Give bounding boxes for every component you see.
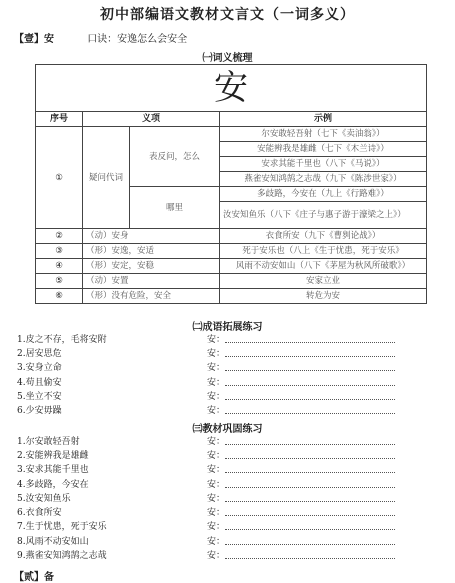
answer-blank[interactable]	[225, 348, 395, 357]
answer-prefix: 安：	[207, 391, 226, 402]
answer-blank[interactable]	[225, 377, 395, 386]
row-num: ②	[36, 229, 83, 244]
answer-prefix: 安：	[207, 508, 226, 519]
row-example: 转危为安	[220, 289, 427, 304]
answer-blank[interactable]	[225, 536, 395, 545]
row-example: 安求其能千里也（八下《马说》）	[220, 157, 427, 172]
exercise-item: 5.坐立不安	[17, 391, 62, 402]
page-title: 初中部编语文教材文言文（一词多义）	[100, 7, 355, 23]
answer-blank[interactable]	[225, 405, 395, 414]
row-meaning: （形）没有危险，安全	[83, 289, 220, 304]
row-example: 安家立业	[220, 274, 427, 289]
exercise-item: 4.苟且偷安	[17, 377, 62, 388]
row-num: ⑥	[36, 289, 83, 304]
exercise-row	[17, 462, 395, 476]
answer-blank[interactable]	[225, 507, 395, 516]
answer-prefix: 安：	[207, 436, 226, 447]
header-example: 示例	[220, 112, 427, 127]
answer-blank[interactable]	[225, 450, 395, 459]
exercise-row	[17, 490, 395, 504]
big-character: 安	[36, 65, 427, 112]
textbook-exercise-list	[17, 433, 395, 562]
section2-label: 【贰】备	[14, 572, 54, 583]
part2-title: ㈡成语拓展练习	[192, 322, 263, 333]
row-meaning: 哪里	[130, 187, 220, 229]
answer-prefix: 安：	[207, 406, 226, 417]
exercise-item: 6.衣食所安	[17, 508, 62, 519]
row-example: 尔安敢轻吾射（七下《卖油翁》）	[220, 127, 427, 142]
exercise-item: 3.安求其能千里也	[17, 465, 89, 476]
section-header	[14, 30, 187, 45]
row-example: 死于安乐也（八上《生于忧患，死于安乐》	[220, 244, 427, 259]
answer-blank[interactable]	[225, 550, 395, 559]
row-num: ①	[36, 127, 83, 229]
section-label: 【壹】安	[14, 34, 54, 45]
part1-title: ㈠词义梳理	[202, 53, 253, 64]
exercise-row	[17, 504, 395, 518]
answer-prefix: 安：	[207, 465, 226, 476]
exercise-item: 1.皮之不存，毛将安附	[17, 334, 107, 345]
row-meaning: （形）安定，安稳	[83, 259, 220, 274]
row-meaning: 表反问，怎么	[130, 127, 220, 187]
answer-blank[interactable]	[225, 479, 395, 488]
exercise-row	[17, 433, 395, 447]
exercise-row	[17, 533, 395, 547]
row-meaning: （动）安置	[83, 274, 220, 289]
answer-prefix: 安：	[207, 334, 226, 345]
exercise-row	[17, 374, 395, 388]
exercise-row	[17, 447, 395, 461]
row-example: 多歧路，今安在（九上《行路难》）	[220, 187, 427, 202]
exercise-item: 5.汝安知鱼乐	[17, 493, 71, 504]
idiom-exercise-list	[17, 331, 395, 417]
answer-prefix: 安：	[207, 493, 226, 504]
answer-prefix: 安：	[207, 377, 226, 388]
answer-blank[interactable]	[225, 493, 395, 502]
answer-blank[interactable]	[225, 362, 395, 371]
meaning-table	[35, 64, 427, 304]
mnemonic: 口诀：安逸怎么会安全	[87, 34, 188, 45]
part3-title: ㈢教材巩固练习	[192, 424, 263, 435]
row-example: 衣食所安（九下《曹刿论战》）	[220, 229, 427, 244]
answer-prefix: 安：	[207, 363, 226, 374]
answer-blank[interactable]	[225, 334, 395, 343]
exercise-item: 3.安身立命	[17, 363, 62, 374]
exercise-item: 7.生于忧患，死于安乐	[17, 522, 107, 533]
answer-blank[interactable]	[225, 436, 395, 445]
answer-blank[interactable]	[225, 464, 395, 473]
answer-prefix: 安：	[207, 348, 226, 359]
row-example: 安能辨我是雄雌（七下《木兰诗》）	[220, 142, 427, 157]
answer-prefix: 安：	[207, 536, 226, 547]
row-example: 燕雀安知鸿鹄之志哉（九下《陈涉世家》）	[220, 172, 427, 187]
header-meaning: 义项	[83, 112, 220, 127]
exercise-row	[17, 402, 395, 416]
exercise-row	[17, 345, 395, 359]
row-num: ③	[36, 244, 83, 259]
exercise-row	[17, 360, 395, 374]
answer-prefix: 安：	[207, 551, 226, 562]
answer-blank[interactable]	[225, 391, 395, 400]
exercise-item: 2.居安思危	[17, 348, 62, 359]
answer-prefix: 安：	[207, 450, 226, 461]
exercise-row	[17, 388, 395, 402]
row-example: 风雨不动安如山（八下《茅屋为秋风所破歌》）	[220, 259, 427, 274]
row-pos: 疑问代词	[83, 127, 130, 229]
row-meaning: （形）安逸，安适	[83, 244, 220, 259]
answer-prefix: 安：	[207, 522, 226, 533]
exercise-row	[17, 331, 395, 345]
header-num: 序号	[36, 112, 83, 127]
row-meaning: （动）安身	[83, 229, 220, 244]
exercise-item: 6.少安毋躁	[17, 406, 62, 417]
exercise-item: 9.燕雀安知鸿鹄之志哉	[17, 551, 107, 562]
row-num: ⑤	[36, 274, 83, 289]
exercise-row	[17, 547, 395, 561]
exercise-item: 4.多歧路，今安在	[17, 479, 89, 490]
answer-prefix: 安：	[207, 479, 226, 490]
exercise-item: 1.尔安敢轻吾射	[17, 436, 80, 447]
row-example: 汝安知鱼乐（八下《庄子与惠子游于濠梁之上》）	[220, 202, 427, 229]
exercise-item: 8.风雨不动安如山	[17, 536, 89, 547]
exercise-item: 2.安能辨我是雄雌	[17, 450, 89, 461]
exercise-row	[17, 476, 395, 490]
answer-blank[interactable]	[225, 521, 395, 530]
exercise-row	[17, 519, 395, 533]
row-num: ④	[36, 259, 83, 274]
